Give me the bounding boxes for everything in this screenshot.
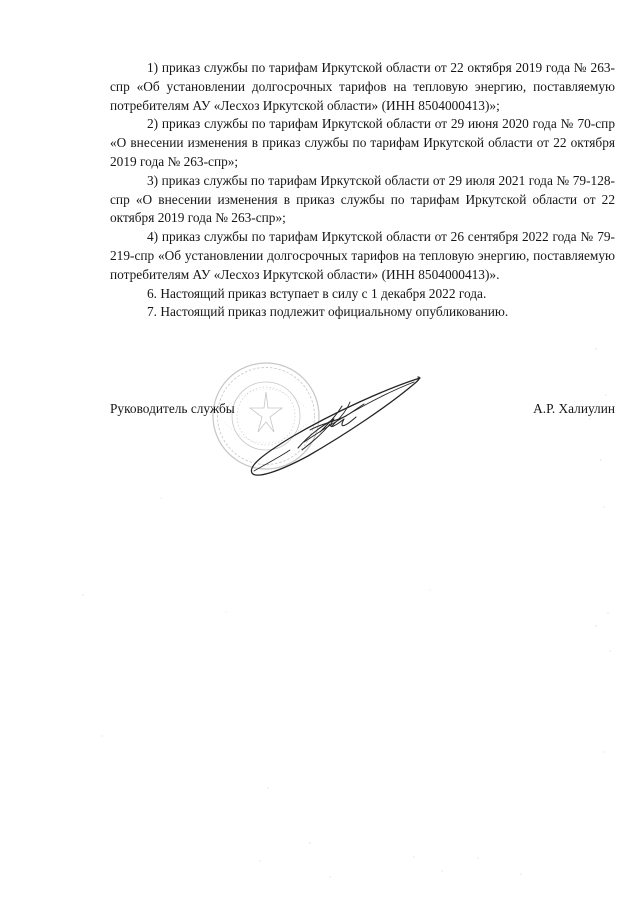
list-item-1: 1) приказ службы по тарифам Иркутской области от 22 октября 2019 года № 263-спр «Об установлении долгосрочных тарифов на тепловую энергию, поставляемую потребителям АУ «Лесхоз Иркутской области» (ИНН 8504000413)»; (110, 60, 615, 113)
clause-7: 7. Настоящий приказ подлежит официальному опубликованию. (147, 304, 509, 320)
signatory-position: Руководитель службы (110, 401, 235, 416)
list-item-3: 3) приказ службы по тарифам Иркутской области от 29 июля 2021 года № 79-128-спр «О внесении изменения в приказ службы по тарифам Иркутской области от 22 октября 2019 года № 263-спр»; (110, 172, 615, 226)
list-item-4: 4) приказ службы по тарифам Иркутской области от 26 сентября 2022 года № 79-219-спр «Об установлении долгосрочных тарифов на тепловую энергию, поставляемую потребителям АУ «Лесхоз Иркутской области» (ИНН 8504000413)». (110, 229, 615, 282)
handwritten-signature-image (238, 372, 426, 480)
list-item-2: 2) приказ службы по тарифам Иркутской области от 29 июня 2020 года № 70-спр «О внесении изменения в приказ службы по тарифам Иркутской области от 22 октября 2019 года № 263-спр»; (110, 116, 615, 169)
signatory-name: А.Р. Халиулин (533, 401, 615, 416)
clause-6: 6. Настоящий приказ вступает в силу с 1 декабря 2022 года. (147, 285, 487, 301)
document-body (110, 59, 615, 322)
